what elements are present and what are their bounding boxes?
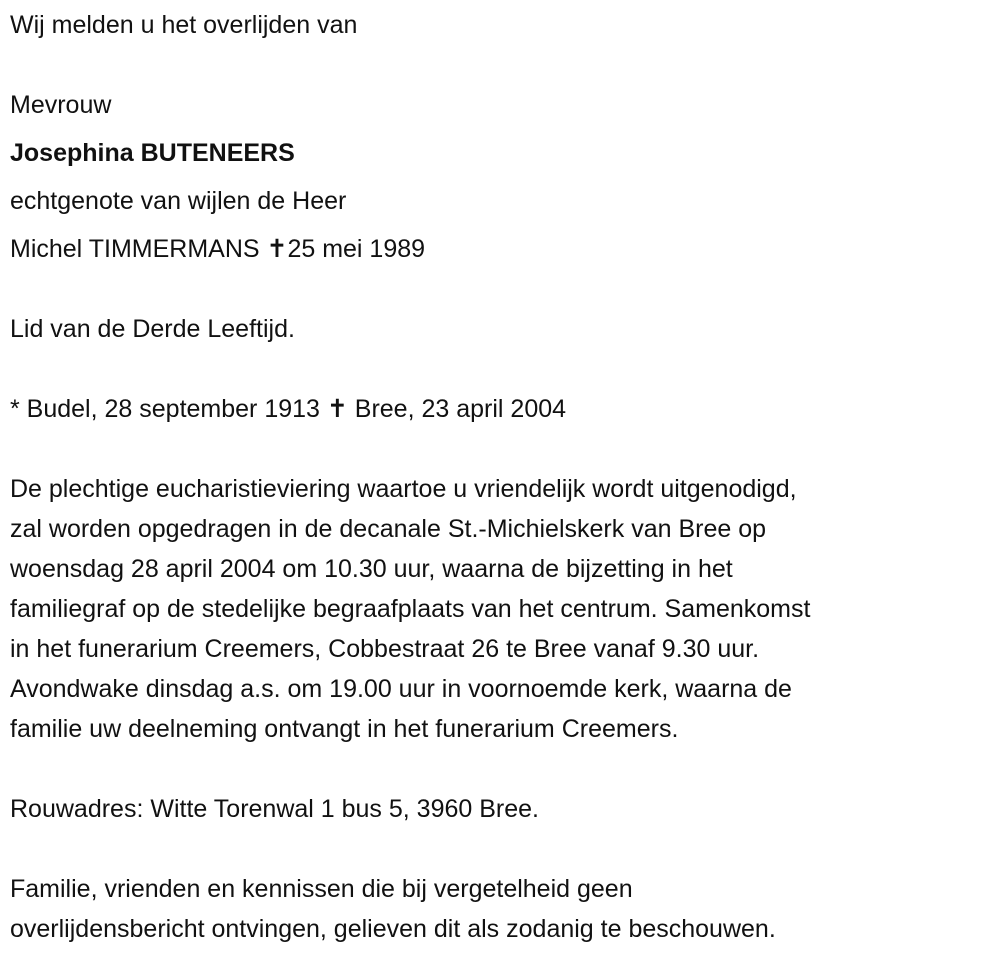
closing-line: Familie, vrienden en kennissen die bij vergetelheid geen bbox=[10, 875, 633, 903]
ceremony-line: woensdag 28 april 2004 om 10.30 uur, waarna de bijzetting in het bbox=[10, 555, 733, 583]
membership: Lid van de Derde Leeftijd. bbox=[10, 315, 295, 343]
closing-line: overlijdensbericht ontvingen, gelieven dit als zodanig te beschouwen. bbox=[10, 915, 776, 943]
spouse-intro: echtgenote van wijlen de Heer bbox=[10, 187, 347, 215]
ceremony-line: Avondwake dinsdag a.s. om 19.00 uur in voornoemde kerk, waarna de bbox=[10, 675, 792, 703]
ceremony-line: De plechtige eucharistieviering waartoe u vriendelijk wordt uitgenodigd, bbox=[10, 475, 797, 503]
birth-death: * Budel, 28 september 1913 ✝ Bree, 23 april 2004 bbox=[10, 395, 567, 423]
spouse-name: Michel TIMMERMANS ✝25 mei 1989 bbox=[10, 235, 426, 263]
deceased-name: Josephina BUTENEERS bbox=[10, 139, 295, 167]
ceremony-line: familiegraf op de stedelijke begraafplaats van het centrum. Samenkomst bbox=[10, 595, 811, 623]
ceremony-line: familie uw deelneming ontvangt in het funerarium Creemers. bbox=[10, 715, 679, 743]
mourning-address: Rouwadres: Witte Torenwal 1 bus 5, 3960 Bree. bbox=[10, 795, 539, 823]
intro-text: Wij melden u het overlijden van bbox=[10, 11, 358, 39]
ceremony-line: zal worden opgedragen in de decanale St.-Michielskerk van Bree op bbox=[10, 515, 767, 543]
ceremony-line: in het funerarium Creemers, Cobbestraat 26 te Bree vanaf 9.30 uur. bbox=[10, 635, 760, 663]
salutation: Mevrouw bbox=[10, 91, 112, 119]
